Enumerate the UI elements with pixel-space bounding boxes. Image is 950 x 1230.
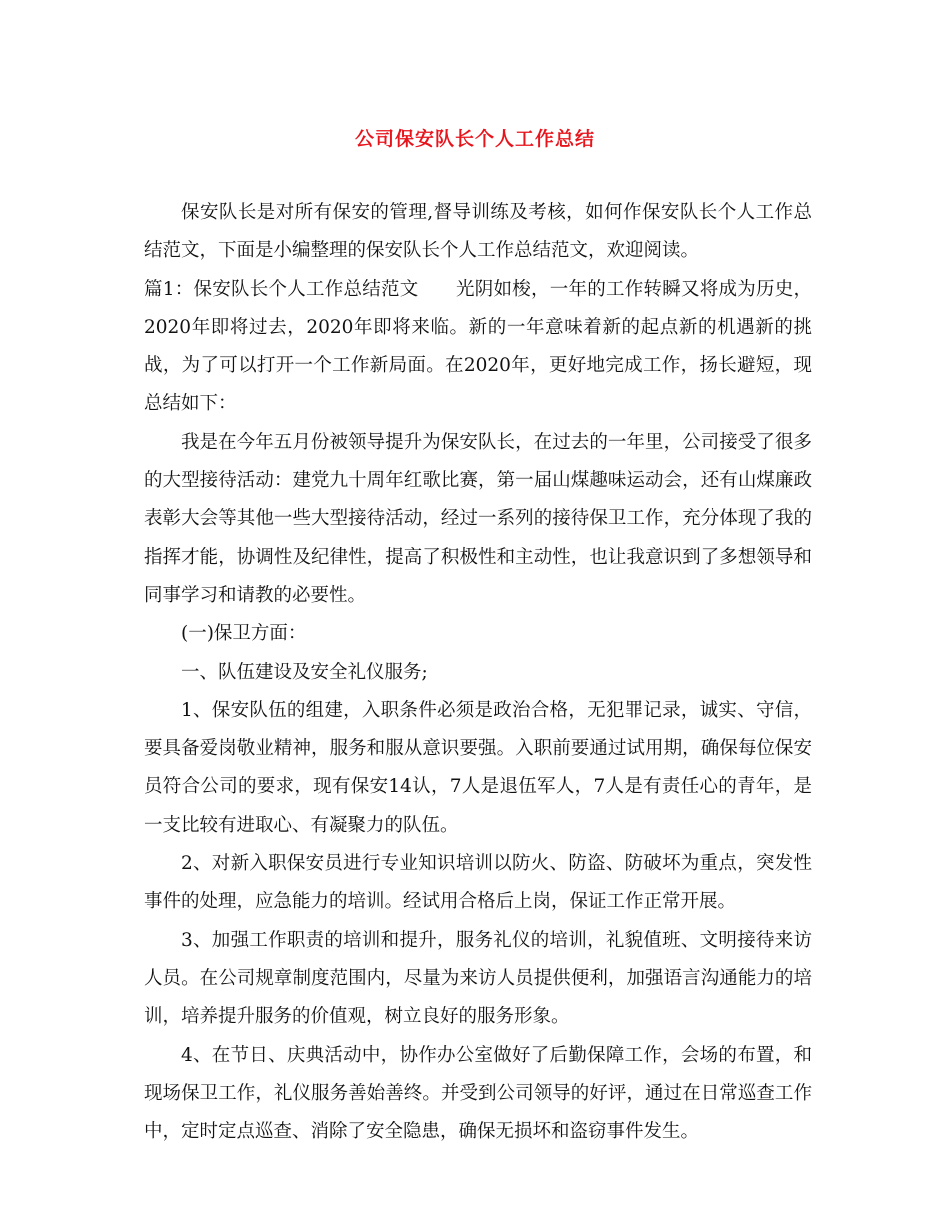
document-title: 公司保安队长个人工作总结 xyxy=(354,128,595,150)
document-body xyxy=(144,194,812,1151)
list-item-paragraph: 1、保安队伍的组建，入职条件必须是政治合格，无犯罪记录，诚实、守信，要具备爱岗敬业精神，服务和服从意识要强。入职前要通过试用期，确保每位保安员符合公司的要求，现有保安14认，7人是退伍军人，7人是有责任心的青年，是一支比较有进取心、有凝聚力的队伍。 xyxy=(144,699,812,836)
section-heading-paragraph: 篇1：保安队长个人工作总结范文 光阴如梭，一年的工作转瞬又将成为历史，2020年即将过去，2020年即将来临。新的一年意味着新的起点新的机遇新的挑战，为了可以打开一个工作新局面。在2020年，更好地完成工作，扬长避短，现总结如下： xyxy=(144,278,812,415)
list-item-paragraph: 3、加强工作职责的培训和提升，服务礼仪的培训，礼貌值班、文明接待来访人员。在公司规章制度范围内，尽量为来访人员提供便利，加强语言沟通能力的培训，培养提升服务的价值观，树立良好的服务形象。 xyxy=(144,929,812,1028)
subsection-heading: 一、队伍建设及安全礼仪服务; xyxy=(181,661,428,683)
list-item-paragraph: 4、在节日、庆典活动中，协作办公室做好了后勤保障工作，会场的布置，和现场保卫工作，礼仪服务善始善终。并受到公司领导的好评，通过在日常巡查工作中，定时定点巡查、消除了安全隐患，确保无损坏和盗窃事件发生。 xyxy=(144,1044,812,1143)
subsection-heading: (一)保卫方面： xyxy=(181,623,307,645)
list-item-paragraph: 2、对新入职保安员进行专业知识培训以防火、防盗、防破坏为重点，突发性事件的处理，应急能力的培训。经试用合格后上岗，保证工作正常开展。 xyxy=(144,853,812,913)
body-paragraph: 我是在今年五月份被领导提升为保安队长，在过去的一年里，公司接受了很多的大型接待活动：建党九十周年红歌比赛，第一届山煤趣味运动会，还有山煤廉政表彰大会等其他一些大型接待活动，经过一系列的接待保卫工作，充分体现了我的指挥才能，协调性及纪律性，提高了积极性和主动性，也让我意识到了多想领导和同事学习和请教的必要性。 xyxy=(144,431,812,606)
intro-paragraph: 保安队长是对所有保安的管理,督导训练及考核，如何作保安队长个人工作总结范文，下面是小编整理的保安队长个人工作总结范文，欢迎阅读。 xyxy=(144,202,812,262)
